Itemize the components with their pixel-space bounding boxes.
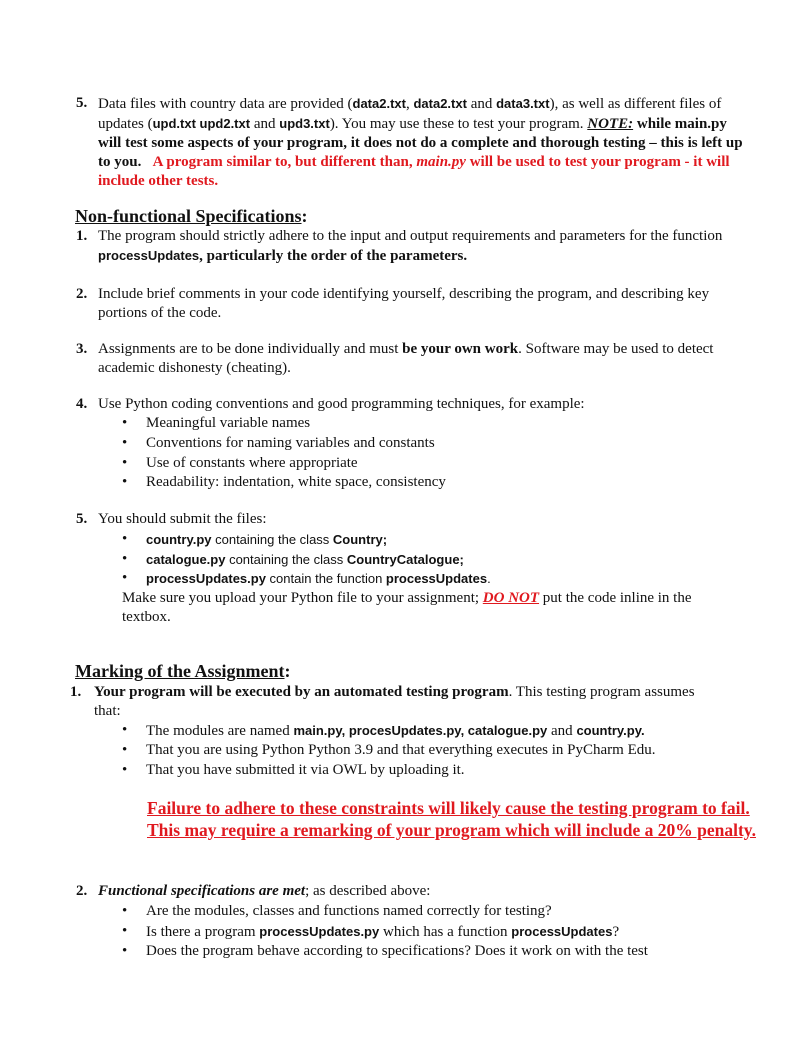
list-item: • Conventions for naming variables and constants: [122, 435, 435, 451]
bullet-icon: •: [122, 742, 128, 758]
bullet-icon: •: [122, 531, 128, 547]
nf-item-2: Include brief comments in your code identifying yourself, describing the program, and describing key portions of the code.: [98, 286, 710, 321]
list-item: • Readability: indentation, white space, consistency: [122, 474, 446, 490]
list-item: • That you are using Python Python 3.9 and that everything executes in PyCharm Edu.: [122, 742, 656, 758]
list-item: • Use of constants where appropriate: [122, 455, 358, 471]
nf-item-3: Assignments are to be done individually and must be your own work. Software may be used to detect academic dishonesty (cheating).: [98, 341, 714, 376]
bullet-icon: •: [122, 943, 128, 959]
list-item: • processUpdates.py contain the function processUpdates.: [122, 570, 491, 586]
bullet-icon: •: [122, 435, 128, 451]
bullet-icon: •: [122, 903, 128, 919]
nf-item-5: You should submit the files:: [98, 511, 267, 527]
list-item: • country.py containing the class Country;: [122, 531, 388, 547]
item-number: 4.: [76, 396, 88, 412]
penalty-warning: Failure to adhere to these constraints will likely cause the testing program to fail. This may require a remarking of your program which will include a 20% penalty.: [147, 798, 756, 840]
filename: upd3.txt: [279, 116, 330, 131]
list-item: • Does the program behave according to specifications? Does it work on with the test: [122, 943, 648, 959]
filename: data2.txt: [352, 96, 406, 111]
bullet-icon: •: [122, 455, 128, 471]
bullet-icon: •: [122, 923, 128, 939]
item-number: 3.: [76, 341, 88, 357]
item-number: 5.: [76, 95, 88, 111]
bullet-icon: •: [122, 551, 128, 567]
marking-item-2: Functional specifications are met; as described above:: [98, 883, 431, 899]
item-number: 2.: [76, 883, 88, 899]
marking-item-1: Your program will be executed by an automated testing program. This testing program assumes that:: [94, 684, 695, 719]
filename: data3.txt: [496, 96, 550, 111]
filename: data2.txt: [413, 96, 467, 111]
upload-instructions: Make sure you upload your Python file to your assignment; DO NOT put the code inline in the textbox.: [122, 590, 692, 625]
section-heading-nonfunctional: Non-functional Specifications:: [75, 206, 308, 226]
list-item: • catalogue.py containing the class CountryCatalogue;: [122, 551, 464, 567]
list-item: • That you have submitted it via OWL by uploading it.: [122, 762, 465, 778]
data-files-paragraph: Data files with country data are provided (data2.txt, data2.txt and data3.txt), as well as different files of updates (upd.txt upd2.txt and upd3.txt). You may use these to test your program. NOTE: while main.py will test some aspects of your program, it does not do a complete and thorough testing – this is left up to you. A program similar to, but different than, main.py will be used to test your program - it will include other tests.: [98, 96, 743, 189]
bullet-icon: •: [122, 474, 128, 490]
bullet-icon: •: [122, 762, 128, 778]
list-item: • Is there a program processUpdates.py which has a function processUpdates?: [122, 923, 620, 940]
nf-item-1: The program should strictly adhere to the input and output requirements and parameters for the function processUpdates, particularly the order of the parameters.: [98, 228, 723, 264]
item-number: 5.: [76, 511, 88, 527]
bullet-icon: •: [122, 722, 128, 738]
bullet-icon: •: [122, 570, 128, 586]
list-item: • Are the modules, classes and functions named correctly for testing?: [122, 903, 552, 919]
nf-item-4: Use Python coding conventions and good programming techniques, for example:: [98, 396, 585, 412]
item-number: 1.: [76, 228, 88, 244]
item-number: 1.: [70, 684, 82, 700]
note-label: NOTE:: [587, 116, 634, 132]
function-name: processUpdates: [98, 248, 200, 263]
section-heading-marking: Marking of the Assignment:: [75, 661, 291, 681]
list-item: • Meaningful variable names: [122, 415, 311, 431]
bullet-icon: •: [122, 415, 128, 431]
item-number: 2.: [76, 286, 88, 302]
filename: upd.txt upd2.txt: [152, 116, 251, 131]
do-not-warning: DO NOT: [482, 590, 540, 606]
list-item: • The modules are named main.py, procesUpdates.py, catalogue.py and country.py.: [122, 722, 645, 739]
red-warning: A program similar to, but different than,: [152, 154, 417, 170]
